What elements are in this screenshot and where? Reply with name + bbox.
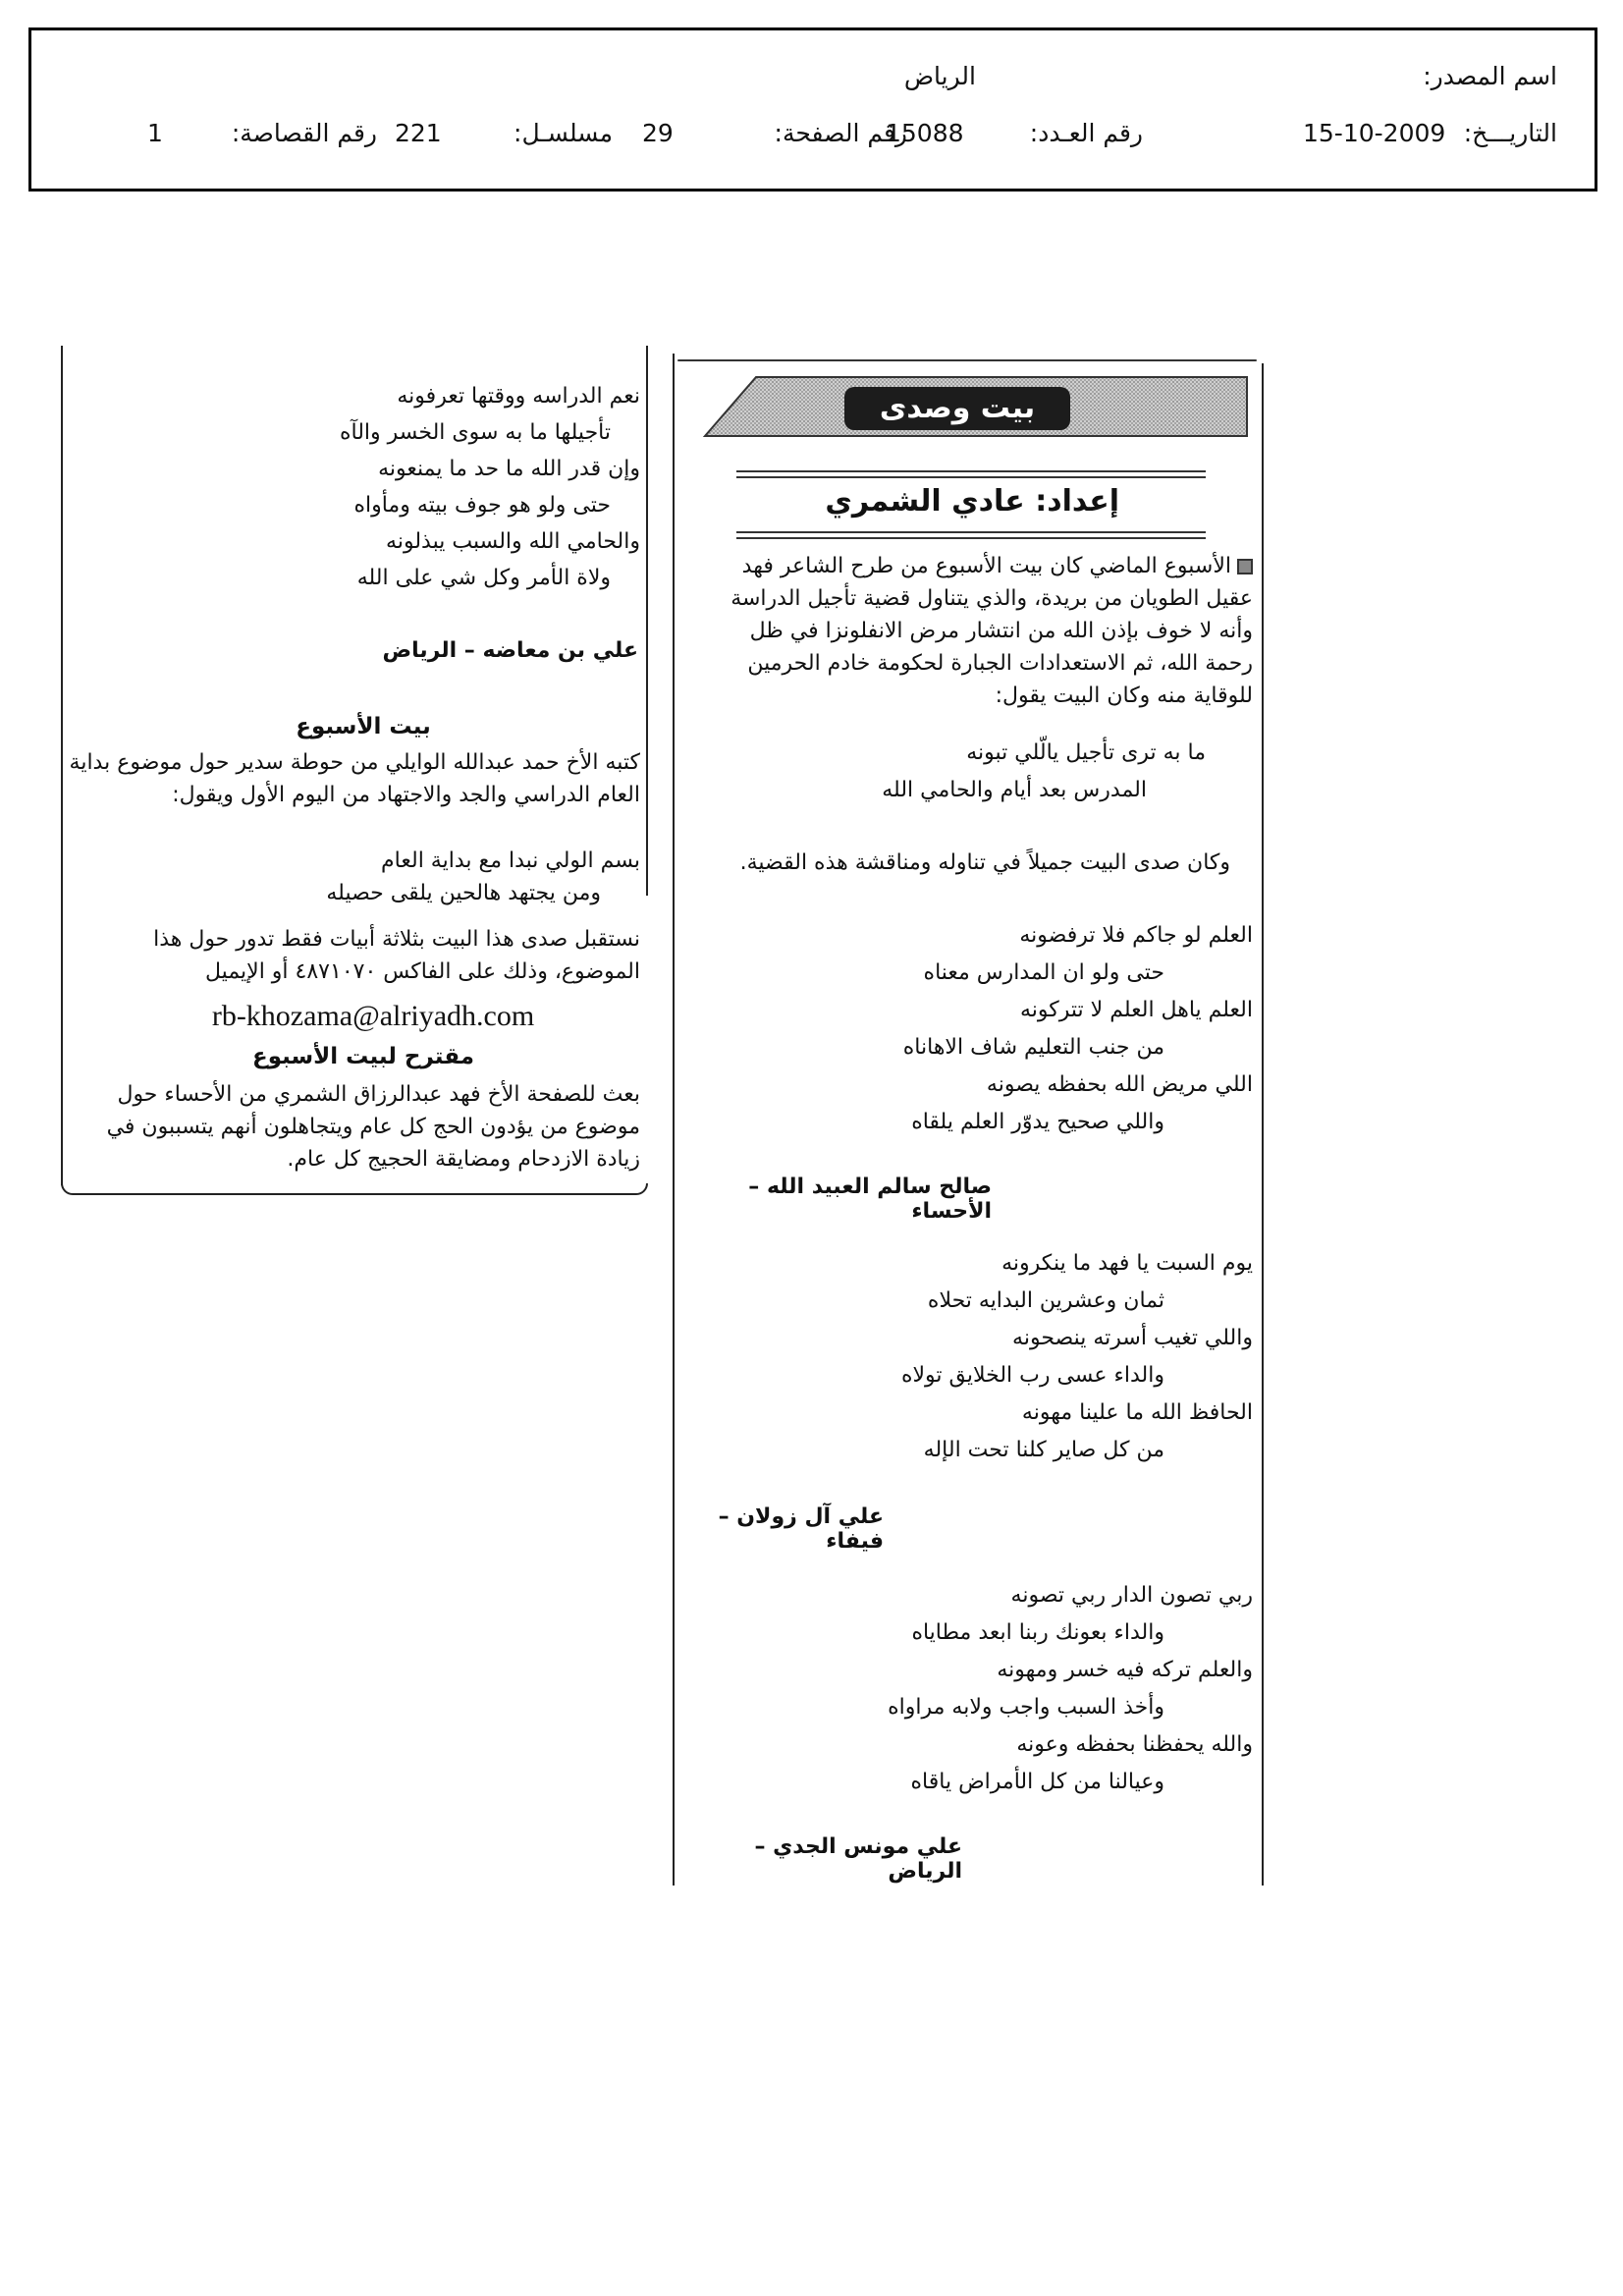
- side-bottom-rule: [61, 1183, 648, 1195]
- verse-line: وأخذ السبب واجب ولابه مراواه: [888, 1695, 1164, 1720]
- verse-line: والداء عسى رب الخلايق تولاه: [900, 1363, 1164, 1388]
- column-left-rule: [673, 354, 675, 1886]
- byline: إعداد: عادي الشمري: [825, 484, 1119, 519]
- banner-title: بيت وصدى: [879, 391, 1036, 425]
- verse-line: من كل صاير كلنا تحت الإله: [923, 1438, 1164, 1462]
- week-intro: كتبه الأخ حمد عبدالله الوايلي من حوطة سدير حول موضوع بداية العام الدراسي والجد والاجتهاد من اليوم الأول ويقول:: [69, 750, 640, 807]
- side-poem: [79, 378, 640, 596]
- verse-line: اللي مريض الله بحفظه يصونه: [986, 1072, 1253, 1097]
- poem-1-author: صالح سالم العبيد الله – الأحساء: [748, 1175, 992, 1224]
- verse-line: ومن يجتهد هالحين يلقى حصيله: [326, 881, 601, 905]
- verse-line: بسم الولي نبدا مع بداية العام: [381, 848, 640, 873]
- verse-line: ربي تصون الدار ربي تصونه: [1010, 1583, 1253, 1608]
- verse-line: والله يحفظنا بحفظه وعونه: [1016, 1732, 1253, 1757]
- intro-paragraph: [695, 550, 1253, 712]
- verse-line: وعيالنا من كل الأمراض ياقاه: [910, 1770, 1164, 1794]
- side-poem-author: علي بن معاضه – الرياض: [382, 638, 638, 663]
- echo-note: وكان صدى البيت جميلاً في تناوله ومناقشة هذه القضية.: [739, 850, 1230, 875]
- page-label: رقم الصفحة:: [774, 119, 907, 147]
- week-verse: [69, 845, 640, 909]
- verse-line: واللي صحيح يدوّر العلم يلقاه: [911, 1110, 1164, 1134]
- side-left-rule: [61, 346, 63, 1185]
- issue-label: رقم العـدد:: [1029, 119, 1143, 147]
- side-right-rule: [646, 346, 648, 896]
- intro-text: الأسبوع الماضي كان بيت الأسبوع من طرح الشاعر فهد عقيل الطويان من بريدة، والذي يتناول قضية تأجيل الدراسة وأنه لا خوف بإذن الله من انتشار مرض الانفلونزا في ظل رحمة الله، ثم الاستعدادات الجبارة لحكومة خادم الحرمين للوقاية منه وكان البيت يقول:: [730, 554, 1253, 708]
- column-banner: [697, 373, 1252, 444]
- proposal-text: بعث للصفحة الأخ فهد عبدالرزاق الشمري من الأحساء حول موضوع من يؤدون الحج كل عام ويتجاهلون أنهم يتسببون في زيادة الازدحام ومضايقة الحجيج كل عام.: [106, 1082, 640, 1172]
- date-label: التاريـــخ:: [1463, 119, 1557, 147]
- verse-line: تأجيلها ما به سوى الخسر والآه: [339, 420, 611, 445]
- poem-2-author: علي آل زولان – فيفاء: [718, 1504, 884, 1554]
- verse-line: وإن قدر الله ما حد ما يمنعونه: [378, 457, 640, 481]
- source-value: الرياض: [903, 62, 976, 90]
- poem-1: [695, 917, 1253, 1141]
- verse-line: العلم لو جاكم فلا ترفضونه: [1019, 923, 1253, 948]
- square-bullet-icon: [1237, 559, 1253, 574]
- issue-value: 15088: [886, 119, 964, 147]
- verse-line: ولاة الأمر وكل شي على الله: [356, 566, 611, 590]
- poem-2: [695, 1245, 1253, 1469]
- verse-line: العلم ياهل العلم لا تتركونه: [1020, 998, 1253, 1022]
- serial-label: مسلسـل:: [514, 119, 613, 147]
- clipping-header: [28, 27, 1597, 191]
- verse-line: والعلم تركه فيه خسر ومهونه: [997, 1658, 1253, 1682]
- date-value: 15-10-2009: [1303, 119, 1446, 147]
- verse-line: واللي تغيب أسرته ينصحونه: [1012, 1326, 1253, 1350]
- column-right-rule: [1262, 363, 1264, 1886]
- poem-3-author: علي مونس الجدي – الرياض: [754, 1834, 962, 1884]
- banner-rule-2: [736, 476, 1206, 478]
- verse-line: حتى ولو ان المدارس معناه: [923, 960, 1164, 985]
- serial-value: 221: [395, 119, 442, 147]
- verse-line: يوم السبت يا فهد ما ينكرونه: [1001, 1251, 1253, 1276]
- verse-line: ما به ترى تأجيل يالّلي تبونه: [966, 740, 1206, 765]
- week-title: بيت الأسبوع: [296, 714, 431, 739]
- byline-rule-1: [736, 531, 1206, 533]
- proposal-title: مقترح لبيت الأسبوع: [252, 1044, 474, 1069]
- verse-line: والحامي الله والسبب يبذلونه: [386, 529, 640, 554]
- verse-line: المدرس بعد أيام والحامي الله: [882, 778, 1147, 802]
- column-top-rule: [677, 359, 1257, 361]
- banner-rule-1: [736, 470, 1206, 472]
- featured-verse: [695, 735, 1206, 809]
- page-value: 29: [642, 119, 674, 147]
- poem-3: [695, 1577, 1253, 1801]
- byline-rule-2: [736, 537, 1206, 539]
- verse-line: الحافظ الله ما علينا مهونه: [1021, 1400, 1253, 1425]
- clip-label: رقم القصاصة:: [231, 119, 377, 147]
- verse-line: من جنب التعليم شاف الاهاناه: [902, 1035, 1164, 1060]
- verse-line: نعم الدراسه ووقتها تعرفونه: [397, 384, 640, 409]
- verse-line: ثمان وعشرين البدايه تحلاه: [927, 1288, 1164, 1313]
- contact-email[interactable]: rb-khozama@alriyadh.com: [211, 1000, 535, 1032]
- source-label: اسم المصدر:: [1423, 62, 1557, 90]
- verse-line: حتى ولو هو جوف بيته ومأواه: [353, 493, 611, 518]
- verse-line: والداء بعونك ربنا ابعد مطاياه: [911, 1620, 1164, 1645]
- clip-value: 1: [147, 119, 163, 147]
- invite-text: نستقبل صدى هذا البيت بثلاثة أبيات فقط تدور حول هذا الموضوع، وذلك على الفاكس ٤٨٧١٠٧٠ أو الإيميل: [153, 927, 640, 984]
